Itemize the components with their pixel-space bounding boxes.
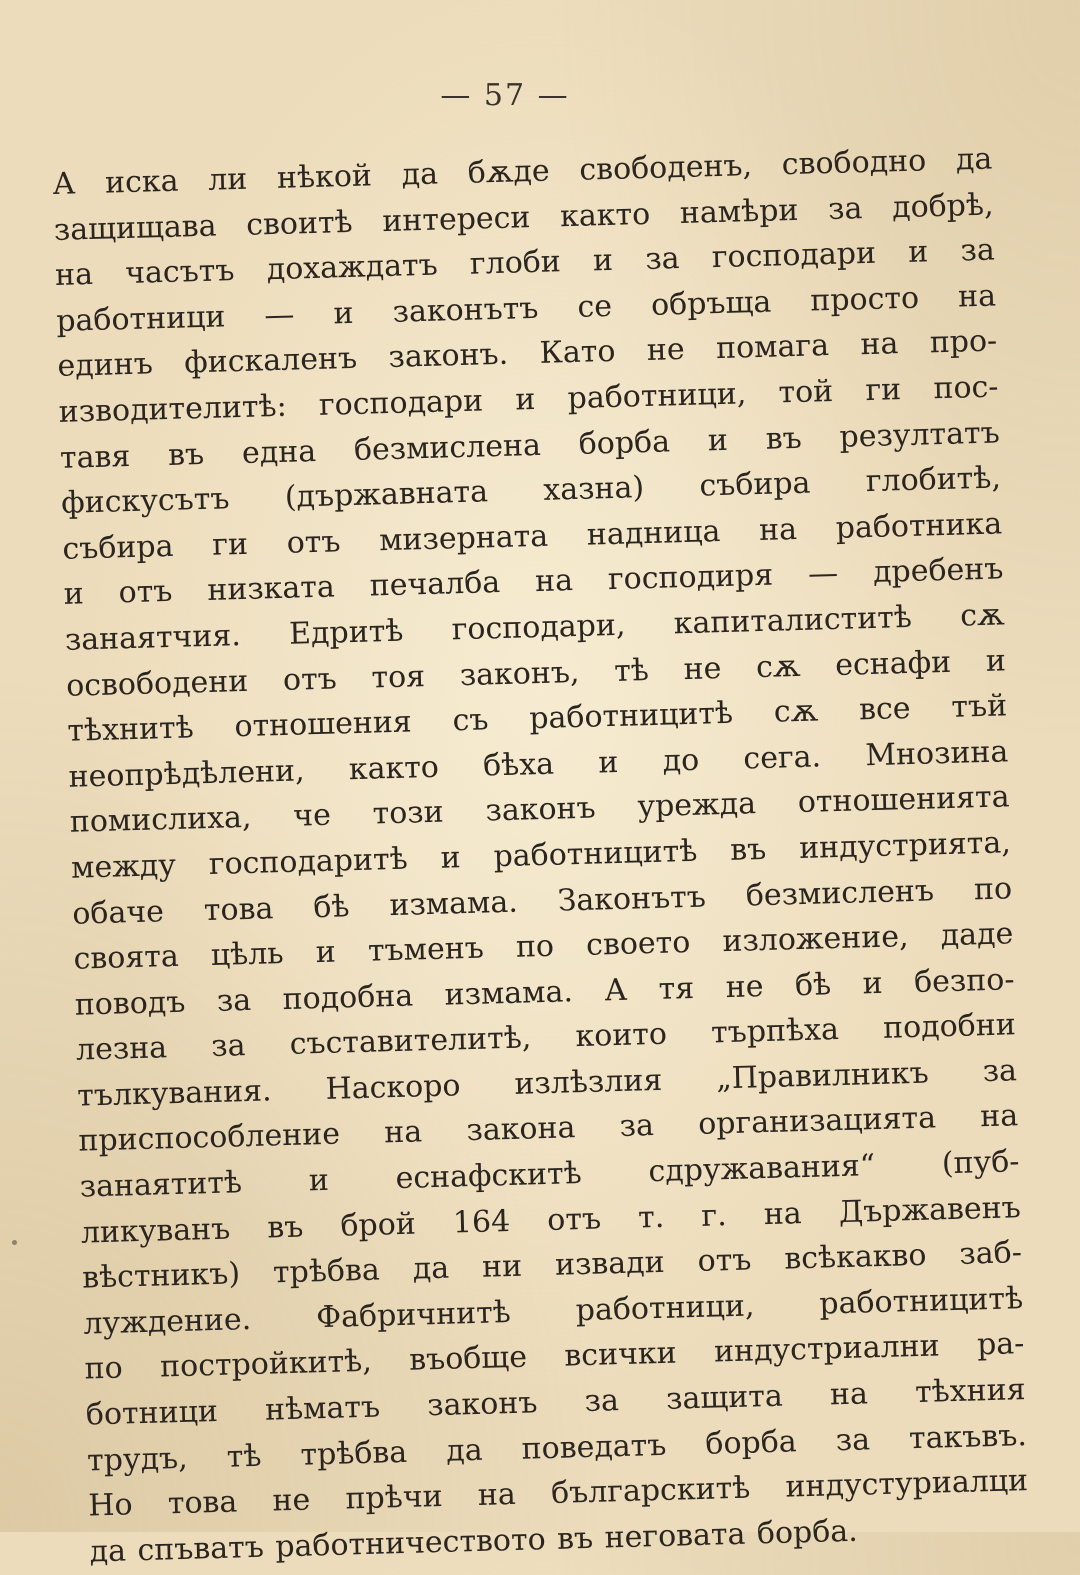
text-line: фискусътъ (държавната хазна) събира глобитѣ, — [60, 460, 1002, 522]
text-line: ботници нѣматъ законъ за защита на тѣхния — [85, 1372, 1027, 1433]
text-line: вѣстникъ) трѣбва да ни извади отъ всѣкакво заб- — [81, 1235, 1023, 1296]
text-line: освободени отъ тоя законъ, тѣ не сѫ еснафи и — [65, 642, 1007, 704]
text-line: да спъватъ работничеството въ неговата борба. — [89, 1513, 859, 1570]
text-line: тълкувания. Наскоро излѣзлия „Правилникъ за — [76, 1053, 1018, 1114]
text-line: тавя въ една безмислена борба и въ резултатъ — [59, 415, 1001, 476]
text-line: между господаритѣ и работницитѣ въ индустрията, — [70, 825, 1012, 886]
text-line: Но това не прѣчи на българскитѣ индустуриалци — [87, 1463, 1029, 1524]
text-line: трудъ, тѣ трѣбва да поведатъ борба за такъвъ. — [86, 1417, 1028, 1479]
text-line: ликуванъ въ брой 164 отъ т. г. на Държавенъ — [80, 1189, 1022, 1251]
text-line: защищава своитѣ интереси както намѣри за добрѣ, — [53, 187, 994, 248]
text-line: събира ги отъ мизерната надница на работника — [62, 506, 1003, 567]
text-line: неопрѣдѣлени, както бѣха и до сега. Мнозина — [68, 734, 1009, 795]
margin-speck — [12, 1240, 17, 1245]
text-line: обаче това бѣ измама. Законътъ безмисленъ по — [71, 870, 1013, 932]
text-line: луждение. Фабричнитѣ работници, работницитѣ — [82, 1280, 1024, 1342]
text-line: единъ фискаленъ законъ. Като не помага на про- — [57, 323, 998, 385]
text-line: на часътъ дохаждатъ глоби и за господари и за — [54, 232, 996, 294]
text-line: А иска ли нѣкой да бѫде свободенъ, свободно да — [52, 141, 993, 202]
page-number: — 57 — — [440, 78, 570, 113]
text-line: занаятитѣ и еснафскитѣ сдружавания“ (пуб- — [79, 1144, 1020, 1205]
text-line: лезна за съставителитѣ, които търпѣха подобни — [75, 1007, 1017, 1068]
text-line: тѣхнитѣ отношения съ работницитѣ сѫ все тъй — [66, 688, 1008, 749]
body-text — [52, 137, 1030, 1575]
text-line: работници — и законътъ се обръща просто на — [55, 278, 997, 339]
text-line: своята цѣль и тъменъ по своето изложение, даде — [73, 916, 1014, 977]
text-line: изводителитѣ: господари и работници, той ги пос- — [58, 369, 999, 430]
text-line: помислиха, че този законъ урежда отношенията — [69, 779, 1011, 841]
text-line: по постройкитѣ, въобще всички индустриални ра- — [84, 1326, 1025, 1387]
text-line: приспособление на закона за организацията на — [78, 1098, 1019, 1160]
text-line: поводъ за подобна измама. А тя не бѣ и безпо- — [74, 961, 1015, 1023]
text-line: занаятчия. Едритѣ господари, капиталиститѣ сѫ — [64, 597, 1006, 658]
text-line: и отъ низката печалба на господиря — дребенъ — [63, 551, 1004, 613]
